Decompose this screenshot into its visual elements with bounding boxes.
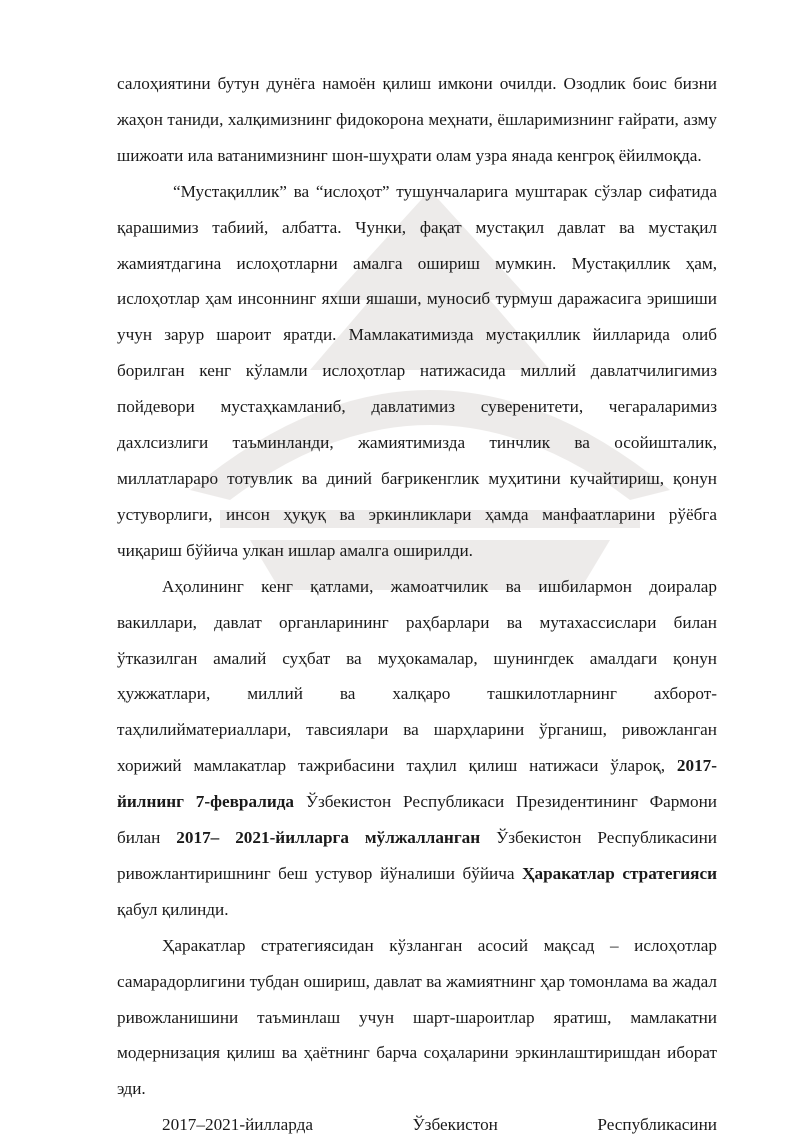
bold-strategy-period: 2017– 2021-йилларга мўлжалланган bbox=[176, 828, 481, 848]
last-line-word: 2017–2021-йилларда bbox=[162, 1115, 313, 1135]
paragraph-text-segment: Ўзбекистон Республикасини ривожлантиришнинг беш устувор йўналиши бўйича bbox=[117, 828, 717, 883]
document-body bbox=[117, 66, 717, 1143]
paragraph-strategy-goal: Ҳаракатлар стратегиясидан кўзланган асосий мақсад – ислоҳотлар самарадорлигини тубдан ошириш, давлат ва жамиятнинг ҳар томонлама ва жадал ривожланишини таъминлаш учун шарт-шароитлар яратиш, мамлакатни модернизация қилиш ва ҳаётнинг барча соҳаларини эркинлаштиришдан иборат эди. bbox=[117, 935, 717, 1099]
paragraph-independence-potential: салоҳиятини бутун дунёга намоён қилиш имкони очилди. Озодлик боис бизни жаҳон таниди, халқимизнинг фидокорона меҳнати, ёшларимизнинг ғайрати, азму шижоати ила ватанимизнинг шон-шуҳрати олам узра янада кенгроқ ёйилмоқда. bbox=[117, 74, 717, 165]
paragraph-text-segment: Аҳолининг кенг қатлами, жамоатчилик ва ишбилармон доиралар вакиллари, давлат органларининг раҳбарлари ва мутахассислари билан ўтказилган амалий суҳбат ва муҳокамалар, шунингдек амалдаги қонун ҳужжатлари, миллий ва халқаро ташкилотларнинг ахборот-таҳлилийматериаллари, тавсиялари ва шарҳларини ўрганиш, ривожланган хорижий мамлакатлар тажрибасини таҳлил қилиш натижаси ўлароқ, bbox=[117, 576, 717, 776]
bold-strategy-name: Ҳаракатлар стратегияси bbox=[522, 863, 717, 883]
paragraph-text-segment: қабул қилинди. bbox=[117, 899, 229, 919]
paragraph-action-strategy-adoption bbox=[117, 569, 717, 928]
paragraph-last-line bbox=[117, 1107, 717, 1143]
last-line-word: Ўзбекистон bbox=[412, 1115, 498, 1135]
paragraph-text-segment: Ўзбекистон Республикаси Президентининг Фармони билан bbox=[117, 792, 717, 848]
paragraph-independence-reforms: “Мустақиллик” ва “ислоҳот” тушунчаларига муштарак сўзлар сифатида қарашимиз табиий, албатта. Чунки, фақат мустақил давлат ва мустақил жамиятдагина ислоҳотларни амалга ошириш мумкин. Мустақиллик ҳам, ислоҳотлар ҳам инсоннинг яхши яшаши, муносиб турмуш даражасига эришиши учун зарур шароит яратди. Мамлакатимизда мустақиллик йилларида олиб борилган кенг кўламли ислоҳотлар натижасида миллий давлатчилигимиз пойдевори мустаҳкамланиб, давлатимиз суверенитети, чегараларимиз дахлсизлиги таъминланди, жамиятимизда тинчлик ва осойишталик, миллатлараро тотувлик ва диний бағрикенглик муҳитини кучайтириш, қонун устуворлиги, инсон ҳуқуқ ва эркинликлари ҳамда манфаатларини рўёбга чиқариш бўйича улкан ишлар амалга оширилди. bbox=[117, 181, 717, 560]
last-line-word: Республикасини bbox=[597, 1115, 717, 1135]
bold-decree-date: 2017-йилнинг 7-февралида bbox=[117, 756, 717, 812]
